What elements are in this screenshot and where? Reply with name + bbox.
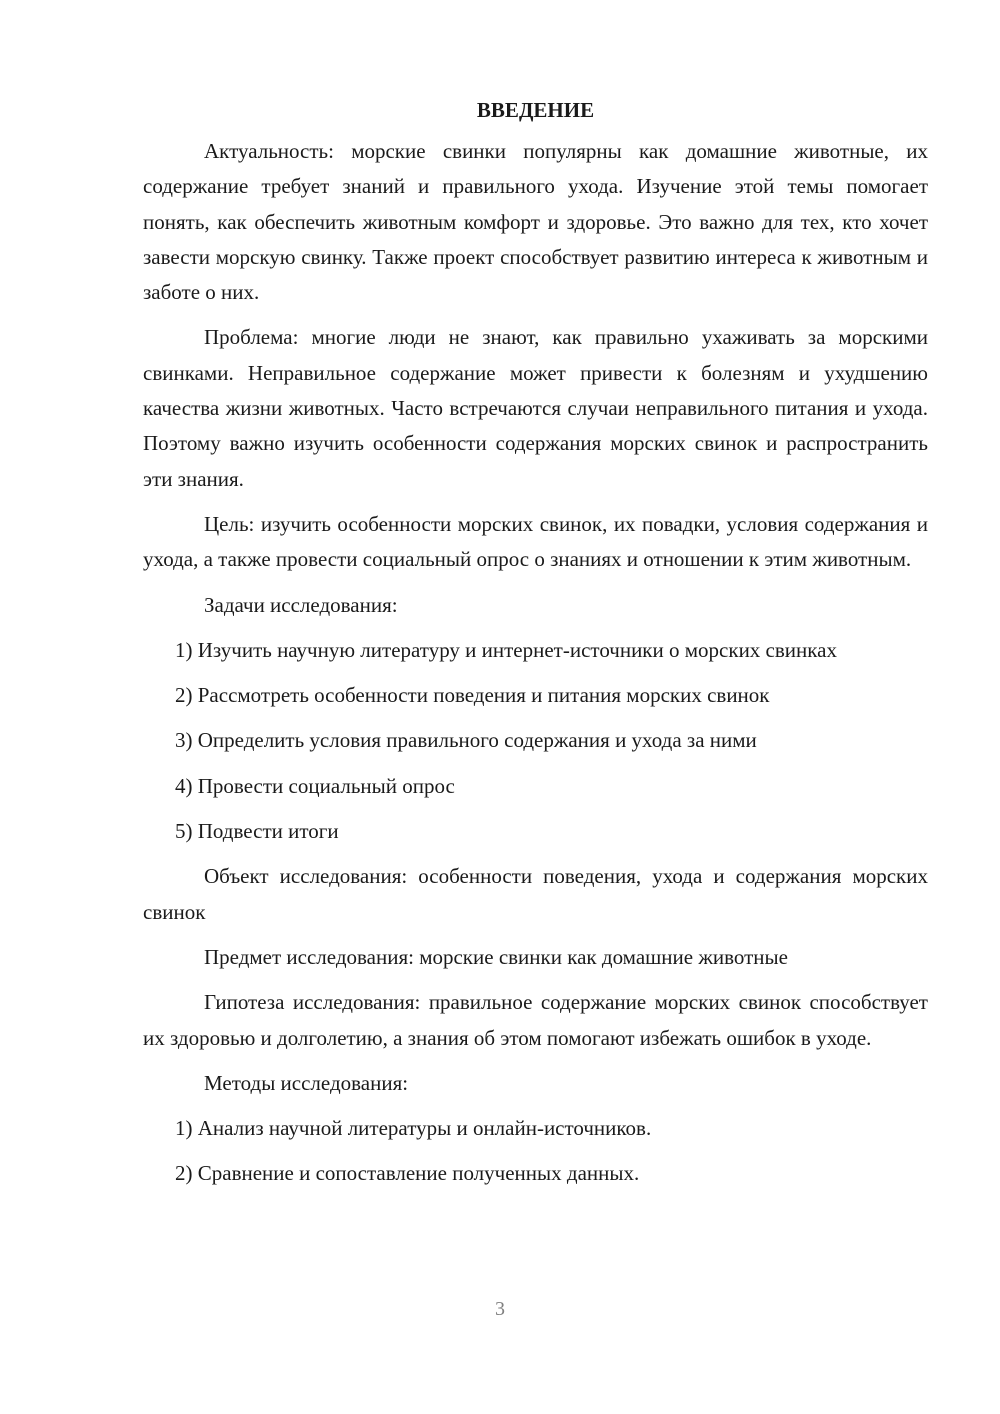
section-title: ВВЕДЕНИЕ — [476, 98, 595, 122]
document-page — [143, 92, 928, 1202]
tasks-heading: Задачи исследования: — [204, 592, 398, 617]
method-item-2: 2) Сравнение и сопоставление полученных данных. — [175, 1161, 640, 1186]
methods-heading: Методы исследования: — [204, 1070, 409, 1095]
subject-paragraph: Предмет исследования: морские свинки как домашние животные — [204, 944, 788, 969]
method-item-1: 1) Анализ научной литературы и онлайн-источников. — [175, 1116, 652, 1141]
task-item-3: 3) Определить условия правильного содержания и ухода за ними — [175, 728, 757, 753]
page-number: 3 — [495, 1298, 505, 1320]
goal-paragraph: Цель: изучить особенности морских свинок, их повадки, условия содержания и ухода, а также провести социальный опрос о знаниях и отношении к этим животным. — [143, 511, 928, 572]
object-paragraph: Объект исследования: особенности поведения, ухода и содержания морских свинок — [143, 864, 928, 924]
task-item-4: 4) Провести социальный опрос — [175, 773, 455, 798]
task-item-5: 5) Подвести итоги — [175, 819, 339, 844]
task-item-1: 1) Изучить научную литературу и интернет-источники о морских свинках — [175, 637, 837, 662]
relevance-paragraph: Актуальность: морские свинки популярны как домашние животные, их содержание требует знаний и правильного ухода. Изучение этой темы помогает понять, как обеспечить животным комфорт и здоровье. Это важно для тех, кто хочет завести морскую свинку. Также проект способствует развитию интереса к животным и заботе о них. — [143, 139, 928, 305]
hypothesis-paragraph: Гипотеза исследования: правильное содержание морских свинок способствует их здоровью и долголетию, а знания об этом помогают избежать ошибок в уходе. — [143, 990, 928, 1050]
task-item-2: 2) Рассмотреть особенности поведения и питания морских свинок — [175, 683, 770, 708]
problem-paragraph: Проблема: многие люди не знают, как правильно ухаживать за морскими свинками. Неправильное содержание может привести к болезням и ухудшению качества жизни животных. Часто встречаются случаи неправильного питания и ухода. Поэтому важно изучить особенности содержания морских свинок и распространить эти знания. — [143, 325, 928, 491]
